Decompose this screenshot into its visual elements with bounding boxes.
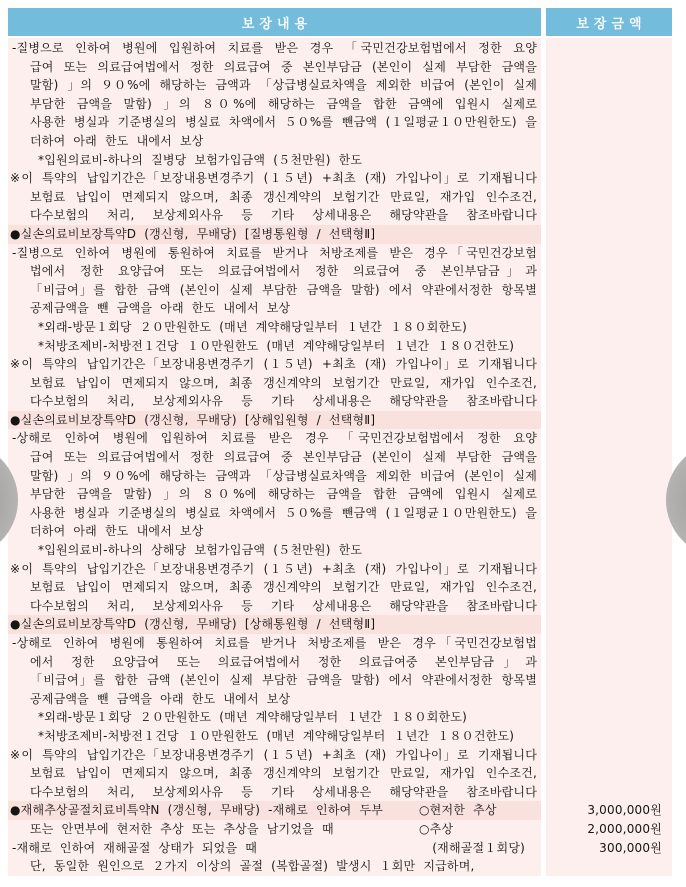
amount-cell-line bbox=[546, 318, 672, 337]
section-title-row: ●실손의료비보장특약D (갱신형, 무배당) [상해통원형 / 선택형Ⅱ] bbox=[8, 615, 541, 634]
coverage-text-line: ※이 특약의 납입기간은「보장내용변경주기 (１５년) +최초 (재) 가입나이」로 기재됩니다 bbox=[10, 747, 537, 762]
amount-cell-line bbox=[546, 764, 672, 783]
coverage-amount-cell bbox=[546, 38, 672, 876]
amount-cell-line bbox=[546, 578, 672, 597]
coverage-text-line: 보험료 납입이 면제되지 않으며, 최종 갱신계약의 보험기간 만료일, 재가입 인수조건, bbox=[30, 766, 537, 781]
coverage-text-line: 급여 또는 의료급여법에서 정한 의료급여 중 본인부담금 (본인이 실제 부담한 금액을 bbox=[30, 59, 537, 74]
coverage-text: 또는 안면부에 현저한 추상 또는 추상을 남기었을 때 bbox=[30, 821, 334, 836]
coverage-text-line: 다수보험의 처리, 보상제외사유 등 기타 상세내용은 해당약관을 참조바랍니다 bbox=[30, 784, 537, 799]
amount-cell-line bbox=[546, 225, 672, 244]
amount-cell-line bbox=[546, 448, 672, 467]
coverage-text-line: *입원의료비-하나의 상해당 보험가입금액 (５천만원) 한도 bbox=[38, 543, 363, 558]
amount-cell-line bbox=[546, 262, 672, 281]
coverage-text-line bbox=[8, 839, 541, 858]
coverage-subitem-label: ○추상 bbox=[419, 821, 454, 836]
amount-cell-line bbox=[546, 281, 672, 300]
coverage-content-header-label: 보장내용 bbox=[241, 16, 313, 32]
amount-cell-line bbox=[546, 634, 672, 653]
amount-cell-line bbox=[546, 857, 672, 876]
amount-cell-line bbox=[546, 95, 672, 114]
amount-cell-line bbox=[546, 560, 672, 579]
amount-cell-line bbox=[546, 374, 672, 393]
amount-cell-line bbox=[546, 522, 672, 541]
amount-cell-line bbox=[546, 58, 672, 77]
coverage-text-line: 다수보험의 처리, 보상제외사유 등 기타 상세내용은 해당약관을 참조바랍니다 bbox=[30, 394, 537, 409]
section-title-row: ●실손의료비보장특약D (갱신형, 무배당) [질병통원형 / 선택형Ⅱ] bbox=[8, 225, 541, 244]
amount-cell-line bbox=[546, 337, 672, 356]
amount-cell-line bbox=[546, 746, 672, 765]
coverage-subitem-label: (재해골절１회당) bbox=[432, 840, 525, 855]
coverage-amount-value: 300,000원 bbox=[599, 840, 662, 855]
amount-cell-line bbox=[546, 355, 672, 374]
amount-cell-line bbox=[546, 169, 672, 188]
coverage-text-line: 보험료 납입이 면제되지 않으며, 최종 갱신계약의 보험기간 만료일, 재가입 인수조건, bbox=[30, 580, 537, 595]
coverage-text-line: 말함) 」의 ９０%에 해당하는 금액과 「상급병실료차액을 제외한 비급여 (본인이 실제 bbox=[30, 78, 537, 93]
coverage-text-line: *처방조제비-처방전１건당 １０만원한도 (매년 계약해당일부터 １년간 １８０건한도) bbox=[38, 728, 515, 743]
coverage-text-line: 「비급여」를 합한 금액 (본인이 실제 부담한 금액을 말함) 에서 약관에서정한 항목별 bbox=[30, 282, 537, 297]
coverage-text-line: 공제금액을 뺀 금액을 아래 한도 내에서 보상 bbox=[30, 691, 291, 706]
amount-cell-line bbox=[546, 485, 672, 504]
amount-cell-line bbox=[546, 113, 672, 132]
coverage-text-line: *처방조제비-처방전１건당 １０만원한도 (매년 계약해당일부터 １년간 １８０건한도) bbox=[38, 338, 515, 353]
coverage-content-cell bbox=[8, 38, 541, 876]
coverage-text-line: 법에서 정한 요양급여 또는 의료급여법에서 정한 의료급여 중 본인부담금」과 bbox=[30, 264, 537, 279]
amount-cell-line bbox=[546, 76, 672, 95]
coverage-text-line: 급여 또는 의료급여법에서 정한 의료급여 중 본인부담금 (본인이 실제 부담한 금액을 bbox=[30, 450, 537, 465]
coverage-text-line: 공제금액을 뺀 금액을 아래 한도 내에서 보상 bbox=[30, 301, 291, 316]
section-title-row: ●실손의료비보장특약D (갱신형, 무배당) [상해입원형 / 선택형Ⅱ] bbox=[8, 411, 541, 430]
coverage-text-line: 보험료 납입이 면제되지 않으며, 최종 갱신계약의 보험기간 만료일, 재가입 인수조건, bbox=[30, 375, 537, 390]
amount-cell-line bbox=[546, 392, 672, 411]
coverage-text: -재해로 인하여 재해골절 상태가 되었을 때 bbox=[12, 840, 258, 855]
coverage-subitem-label: ○현저한 추상 bbox=[419, 803, 497, 818]
coverage-text-line: 부담한 금액을 말함) 」의 ８０%에 해당하는 금액을 합한 금액에 입원시 실제로 bbox=[30, 96, 537, 111]
amount-cell-line bbox=[546, 708, 672, 727]
amount-cell-line bbox=[546, 411, 672, 430]
amount-cell-line bbox=[546, 690, 672, 709]
amount-cell-line bbox=[546, 653, 672, 672]
amount-cell-line bbox=[546, 188, 672, 207]
coverage-text-line: 더하여 아래 한도 내에서 보상 bbox=[30, 133, 204, 148]
coverage-text-line: 부담한 금액을 말함) 」의 ８０%에 해당하는 금액을 합한 금액에 입원시 실제로 bbox=[30, 487, 537, 502]
amount-cell-line bbox=[546, 671, 672, 690]
coverage-text-line: -상해로 인하여 병원에 통원하여 치료를 받거나 처방조제를 받은 경우「국민건강보험법 bbox=[12, 636, 537, 650]
coverage-text-line: *외래-방문１회당 ２０만원한도 (매년 계약해당일부터 １년간 １８０회한도) bbox=[38, 319, 467, 334]
amount-cell-line bbox=[546, 541, 672, 560]
amount-cell-line bbox=[546, 429, 672, 448]
amount-cell-line bbox=[546, 467, 672, 486]
amount-cell-line bbox=[546, 615, 672, 634]
coverage-text-line: 보험료 납입이 면제되지 않으며, 최종 갱신계약의 보험기간 만료일, 재가입 인수조건, bbox=[30, 189, 537, 204]
coverage-text-line: ※이 특약의 납입기간은「보장내용변경주기 (１５년) +최초 (재) 가입나이」로 기재됩니다 bbox=[10, 561, 537, 576]
coverage-text-line: 더하여 아래 한도 내에서 보상 bbox=[30, 524, 204, 539]
section-title-row bbox=[8, 801, 541, 820]
coverage-text-line: 말함) 」의 ９０%에 해당하는 금액과 「상급병실료차액을 제외한 비급여 (본인이 실제 bbox=[30, 468, 537, 483]
amount-cell-line bbox=[546, 504, 672, 523]
amount-cell-line bbox=[546, 299, 672, 318]
coverage-amount-header-label: 보장금액 bbox=[576, 16, 647, 32]
amount-cell-line bbox=[546, 39, 672, 58]
coverage-amount-value: 2,000,000원 bbox=[587, 821, 662, 836]
coverage-text-line: -상해로 인하여 병원에 입원하여 치료를 받은 경우 「국민건강보험법에서 정한 요양 bbox=[12, 431, 537, 446]
coverage-text-line: 「비급여」를 합한 금액 (본인이 실제 부담한 금액을 말함) 에서 약관에서정한 항목별 bbox=[30, 673, 537, 688]
coverage-text-line: 다수보험의 처리, 보상제외사유 등 기타 상세내용은 해당약관을 참조바랍니다 bbox=[30, 598, 537, 613]
amount-cell-line bbox=[546, 783, 672, 802]
coverage-text-line: 다수보험의 처리, 보상제외사유 등 기타 상세내용은 해당약관을 참조바랍니다 bbox=[30, 208, 537, 223]
coverage-text-line: ※이 특약의 납입기간은「보장내용변경주기 (１５년) +최초 (재) 가입나이」로 기재됩니다 bbox=[10, 171, 537, 186]
coverage-text-line: 단, 동일한 원인으로 ２가지 이상의 골절 (복합골절) 발생시 １회만 지급하며, bbox=[30, 859, 475, 874]
coverage-text-line bbox=[8, 820, 541, 839]
coverage-text-line: ※이 특약의 납입기간은「보장내용변경주기 (１５년) +최초 (재) 가입나이」로 기재됩니다 bbox=[10, 357, 537, 372]
amount-cell-line bbox=[546, 727, 672, 746]
coverage-text-line: -질병으로 인하여 병원에 통원하여 치료를 받거나 처방조제를 받은 경우「국민건강보험 bbox=[12, 245, 537, 260]
coverage-text-line: *외래-방문１회당 ２０만원한도 (매년 계약해당일부터 １년간 １８０회한도) bbox=[38, 710, 467, 725]
coverage-text-line: 사용한 병실과 기준병실의 병실료 차액에서 ５０%를 뺀금액 (１일평균１０만원한도) 을 bbox=[30, 115, 537, 130]
coverage-text-line: -질병으로 인하여 병원에 입원하여 치료를 받은 경우 「국민건강보험법에서 정한 요양 bbox=[12, 41, 537, 55]
amount-cell-line bbox=[546, 206, 672, 225]
coverage-amount-header bbox=[546, 8, 672, 36]
coverage-content-header bbox=[8, 8, 541, 36]
coverage-text-line: *입원의료비-하나의 질병당 보험가입금액 (５천만원) 한도 bbox=[38, 152, 363, 167]
amount-cell-line bbox=[546, 151, 672, 170]
amount-cell-line bbox=[546, 597, 672, 616]
coverage-text: ●재해추상골절치료비특약N (갱신형, 무배당) -재해로 인하여 두부 bbox=[10, 803, 384, 818]
coverage-text-line: 사용한 병실과 기준병실의 병실료 차액에서 ５０%를 뺀금액 (１일평균１０만원한도) 을 bbox=[30, 505, 537, 520]
coverage-amount-value: 3,000,000원 bbox=[587, 803, 662, 818]
amount-cell-line bbox=[546, 244, 672, 263]
amount-cell-line bbox=[546, 132, 672, 151]
coverage-text-line: 에서 정한 요양급여 또는 의료급여법에서 정한 의료급여중 본인부담금」과 bbox=[30, 654, 537, 669]
